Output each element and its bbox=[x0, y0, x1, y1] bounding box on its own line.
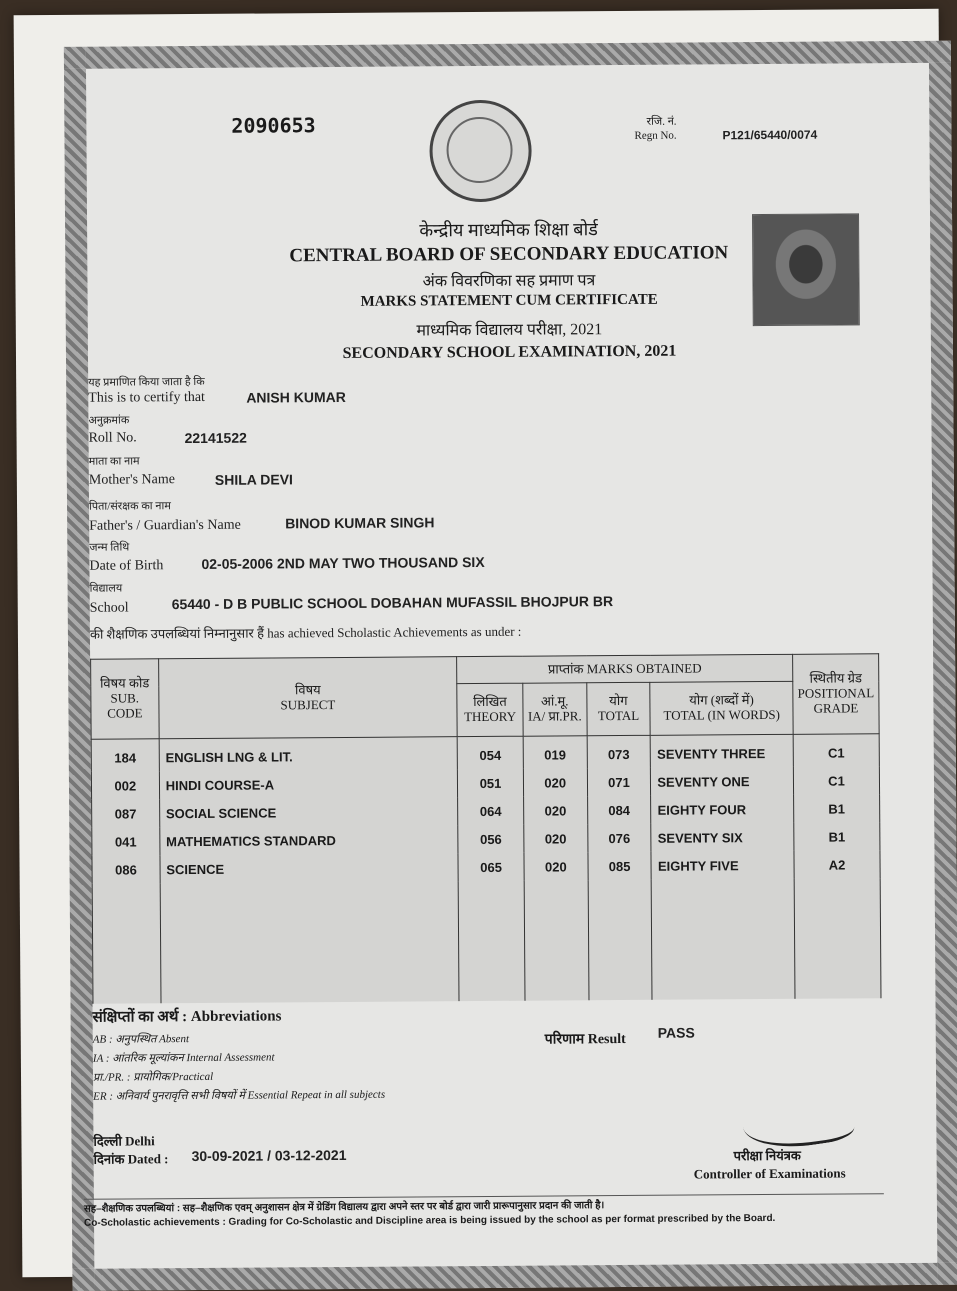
dob-label: Date of Birth bbox=[89, 558, 164, 574]
col-words-hindi: योग (शब्दों में) bbox=[689, 692, 754, 708]
col-total: TOTAL bbox=[597, 707, 640, 724]
regn-number: P121/65440/0074 bbox=[722, 127, 818, 143]
controller-title-hindi: परीक्षा नियंत्रक bbox=[733, 1147, 801, 1164]
issue-dates: 30-09-2021 / 03-12-2021 bbox=[191, 1146, 347, 1165]
certificate-type-hindi: अंक विवरणिका सह प्रमाण पत्र bbox=[422, 272, 596, 291]
table-row: 184 ENGLISH LNG & LIT. 054 019 073 SEVENTY THREE C1 bbox=[91, 734, 879, 772]
controller-title: Controller of Examinations bbox=[693, 1165, 846, 1182]
board-name-hindi: केन्द्रीय माध्यमिक शिक्षा बोर्ड bbox=[419, 219, 598, 241]
dated-block bbox=[93, 1132, 168, 1169]
regn-label-hindi: रजि. नं. bbox=[646, 115, 677, 128]
table-filler bbox=[92, 878, 881, 1003]
father-label: Father's / Guardian's Name bbox=[89, 517, 241, 534]
dated-label: दिनांक Dated : bbox=[93, 1151, 169, 1167]
mother-label-hindi: माता का नाम bbox=[88, 455, 140, 468]
regn-label: Regn No. bbox=[634, 129, 677, 143]
father-label-hindi: पिता/संरक्षक का नाम bbox=[88, 500, 171, 513]
col-ia-hindi: आं.मू. bbox=[540, 693, 569, 709]
school-label: School bbox=[89, 600, 129, 616]
col-theory: THEORY bbox=[464, 708, 517, 725]
achievements-text: has achieved Scholastic Achievements as under : bbox=[267, 623, 522, 641]
col-code: SUB. CODE bbox=[107, 690, 143, 721]
certify-label-hindi: यह प्रमाणित किया जाता है कि bbox=[88, 375, 205, 389]
student-photo bbox=[752, 213, 860, 326]
col-grade: POSITIONAL GRADE bbox=[797, 685, 875, 716]
certificate-sheet bbox=[14, 9, 948, 1277]
marks-table bbox=[90, 653, 881, 1003]
abbreviations-list: AB : अनुपस्थित Absent IA : आंतरिक मूल्यांकन Internal Assessment प्रा./PR. : प्रायोगिक/Practical ER : अनिवार्य पुनरावृत्ति सभी विषयों में Essential Repeat in all subjects bbox=[92, 1033, 386, 1103]
marks-obtained-header: प्राप्तांक MARKS OBTAINED bbox=[457, 654, 793, 683]
col-subject-hindi: विषय bbox=[294, 681, 321, 697]
table-row: 086 SCIENCE 065 020 085 EIGHTY FIVE A2 bbox=[92, 850, 880, 884]
table-row: 002 HINDI COURSE-A 051 020 071 SEVENTY ONE C1 bbox=[91, 766, 879, 800]
dob-label-hindi: जन्म तिथि bbox=[89, 541, 130, 554]
student-name: ANISH KUMAR bbox=[246, 388, 346, 406]
board-name: CENTRAL BOARD OF SECONDARY EDUCATION bbox=[289, 242, 729, 267]
col-grade-hindi: स्थितीय ग्रेड bbox=[809, 670, 862, 686]
achievements-hindi: की शैक्षणिक उपलब्धियां निम्नानुसार हैं bbox=[89, 625, 265, 642]
certificate-frame bbox=[64, 41, 957, 1291]
roll-label-hindi: अनुक्रमांक bbox=[88, 414, 130, 427]
school-name: 65440 - D B PUBLIC SCHOOL DOBAHAN MUFASSIL BHOJPUR BR bbox=[171, 593, 614, 613]
achievements-line bbox=[90, 622, 522, 643]
result-value: PASS bbox=[657, 1024, 695, 1041]
certify-label: This is to certify that bbox=[88, 389, 205, 406]
exam-name: SECONDARY SCHOOL EXAMINATION, 2021 bbox=[342, 342, 677, 362]
certificate-number: 2090653 bbox=[231, 113, 316, 138]
col-subject: SUBJECT bbox=[280, 696, 336, 712]
father-name: BINOD KUMAR SINGH bbox=[285, 514, 435, 532]
col-code-hindi: विषय कोड bbox=[99, 675, 150, 691]
mother-label: Mother's Name bbox=[88, 472, 176, 488]
col-ia: IA/ प्रा.PR. bbox=[527, 708, 582, 724]
roll-label: Roll No. bbox=[88, 430, 137, 446]
mother-name: SHILA DEVI bbox=[214, 471, 293, 488]
school-label-hindi: विद्यालय bbox=[89, 582, 123, 595]
co-scholastic-note: सह–शैक्षणिक उपलब्धियां : सह–शैक्षणिक एवम् अनुशासन क्षेत्र में ग्रेडिंग विद्यालय द्वारा अपने स्तर पर बोर्ड द्वारा जारी प्रारूपानुसार प्रदान की जाती है। Co-Scholastic achievements : Grading for Co-Scholastic and Discipline area is being issued by the school as per format prescribed by the Board. bbox=[84, 1193, 884, 1231]
exam-name-hindi: माध्यमिक विद्यालय परीक्षा, 2021 bbox=[416, 321, 603, 340]
col-words: TOTAL (IN WORDS) bbox=[663, 706, 780, 723]
roll-number: 22141522 bbox=[184, 429, 247, 447]
result-label: परिणाम Result bbox=[544, 1031, 626, 1048]
cbse-emblem-icon bbox=[429, 100, 532, 203]
certificate-type: MARKS STATEMENT CUM CERTIFICATE bbox=[360, 291, 658, 310]
date-of-birth: 02-05-2006 2ND MAY TWO THOUSAND SIX bbox=[201, 553, 485, 572]
table-row: 087 SOCIAL SCIENCE 064 020 084 EIGHTY FOUR B1 bbox=[92, 794, 880, 828]
col-theory-hindi: लिखित bbox=[473, 693, 507, 710]
abbreviations-title: संक्षिप्तों का अर्थ : Abbreviations bbox=[92, 1008, 282, 1026]
place-label: दिल्ली Delhi bbox=[93, 1133, 155, 1149]
col-total-hindi: योग bbox=[609, 693, 628, 709]
table-row: 041 MATHEMATICS STANDARD 056 020 076 SEVENTY SIX B1 bbox=[92, 822, 880, 856]
